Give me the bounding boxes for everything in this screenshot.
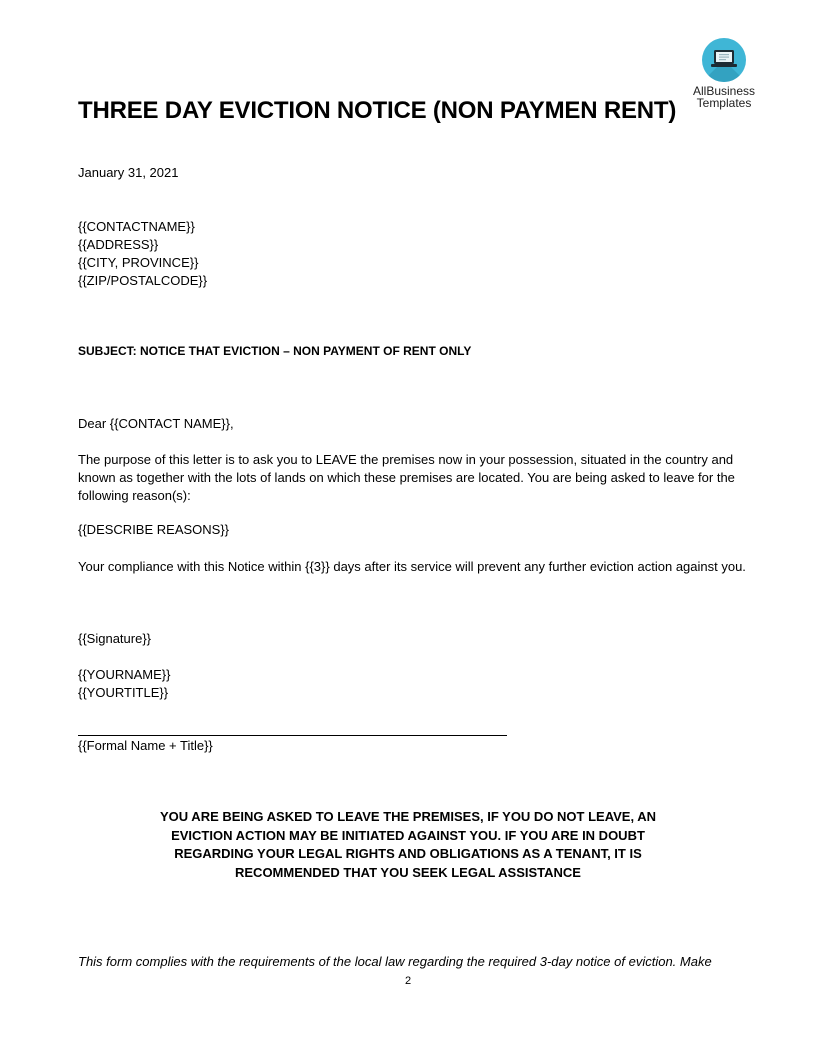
company-logo bbox=[684, 38, 764, 109]
recipient-block bbox=[78, 218, 207, 290]
formal-name-title: {{Formal Name + Title}} bbox=[78, 738, 213, 753]
recipient-zip: {{ZIP/POSTALCODE}} bbox=[78, 273, 208, 288]
logo-text-line2: Templates bbox=[696, 96, 752, 110]
recipient-name: {{CONTACTNAME}} bbox=[78, 219, 195, 234]
salutation: Dear {{CONTACT NAME}}, bbox=[78, 416, 234, 431]
page-number: 2 bbox=[404, 975, 412, 987]
logo-text-line1: AllBusiness bbox=[692, 84, 756, 98]
sender-name: {{YOURNAME}} bbox=[78, 667, 171, 682]
body-paragraph-compliance: Your compliance with this Notice within {{3}} days after its service will prevent any further eviction action against you. bbox=[78, 559, 746, 574]
sender-block bbox=[78, 666, 171, 702]
signature-placeholder: {{Signature}} bbox=[78, 631, 152, 646]
laptop-icon bbox=[702, 38, 746, 82]
subject-line: SUBJECT: NOTICE THAT EVICTION – NON PAYMENT OF RENT ONLY bbox=[78, 344, 472, 358]
reasons-placeholder: {{DESCRIBE REASONS}} bbox=[78, 522, 230, 537]
body-paragraph-purpose: The purpose of this letter is to ask you to LEAVE the premises now in your possession, situated in the country and known as together with the lots of lands on which these premises are located. You are being asked to leave for the following reason(s): bbox=[78, 452, 735, 503]
compliance-note: This form complies with the requirements of the local law regarding the required 3-day notice of eviction. Make bbox=[78, 954, 712, 969]
signature-line bbox=[78, 735, 507, 736]
sender-title: {{YOURTITLE}} bbox=[78, 685, 169, 700]
recipient-address: {{ADDRESS}} bbox=[78, 237, 159, 252]
document-title: THREE DAY EVICTION NOTICE (NON PAYMEN RENT) bbox=[78, 97, 677, 124]
recipient-city: {{CITY, PROVINCE}} bbox=[78, 255, 199, 270]
letter-date: January 31, 2021 bbox=[78, 165, 179, 180]
legal-warning: YOU ARE BEING ASKED TO LEAVE THE PREMISES, IF YOU DO NOT LEAVE, AN EVICTION ACTION MAY BE INITIATED AGAINST YOU. IF YOU ARE IN DOUBT REGARDING YOUR LEGAL RIGHTS AND OBLIGATIONS AS A TENANT, IT IS RECOMMENDED THAT YOU SEEK LEGAL ASSISTANCE bbox=[160, 809, 656, 880]
